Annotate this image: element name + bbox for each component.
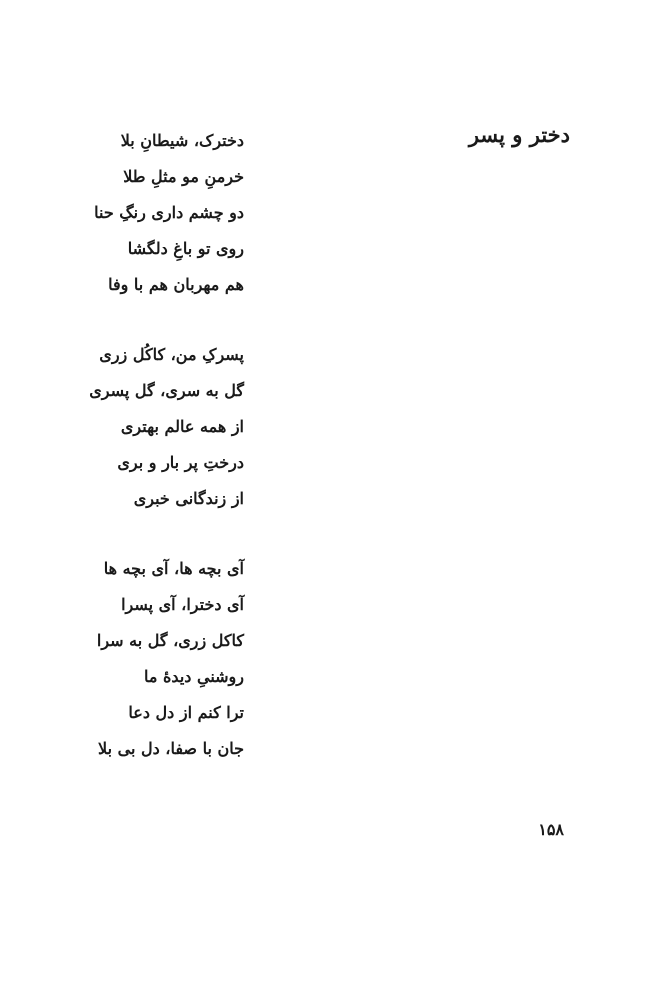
poem-line: آی بچه ها، آی بچه ها — [103, 559, 244, 578]
poem-line: روشنیِ دیدهٔ ما — [144, 667, 244, 686]
poem-line: گل به سری، گل پسری — [89, 381, 244, 400]
poem-line: جان با صفا، دل بی بلا — [98, 739, 244, 758]
poem-line: روی تو باغِ دلگشا — [127, 239, 244, 258]
poem-line: هم مهربان هم با وفا — [108, 275, 244, 294]
poem-line: درختِ پر بار و بری — [117, 453, 244, 472]
poem-line: ترا کنم از دل دعا — [128, 703, 244, 722]
stanza-1 — [89, 127, 244, 307]
poem-line: خرمنِ مو مثلِ طلا — [123, 167, 244, 186]
poem-body — [89, 127, 244, 805]
poem-line: پسرکِ من، کاکُل زری — [99, 345, 244, 364]
page-number: ۱۵۸ — [538, 820, 564, 839]
poem-line: از همه عالم بهتری — [120, 417, 244, 436]
poem-line: کاکل زری، گل به سرا — [96, 631, 244, 650]
poem-line: دخترک، شیطانِ بلا — [120, 131, 244, 150]
stanza-3 — [89, 555, 244, 771]
poem-line: از زندگانی خبری — [133, 489, 244, 508]
stanza-2 — [89, 341, 244, 521]
poem-line: آی دخترا، آی پسرا — [121, 595, 244, 614]
poem-line: دو چشم داری رنگِ حنا — [94, 203, 244, 222]
poem-title: دختر و پسر — [468, 122, 570, 147]
